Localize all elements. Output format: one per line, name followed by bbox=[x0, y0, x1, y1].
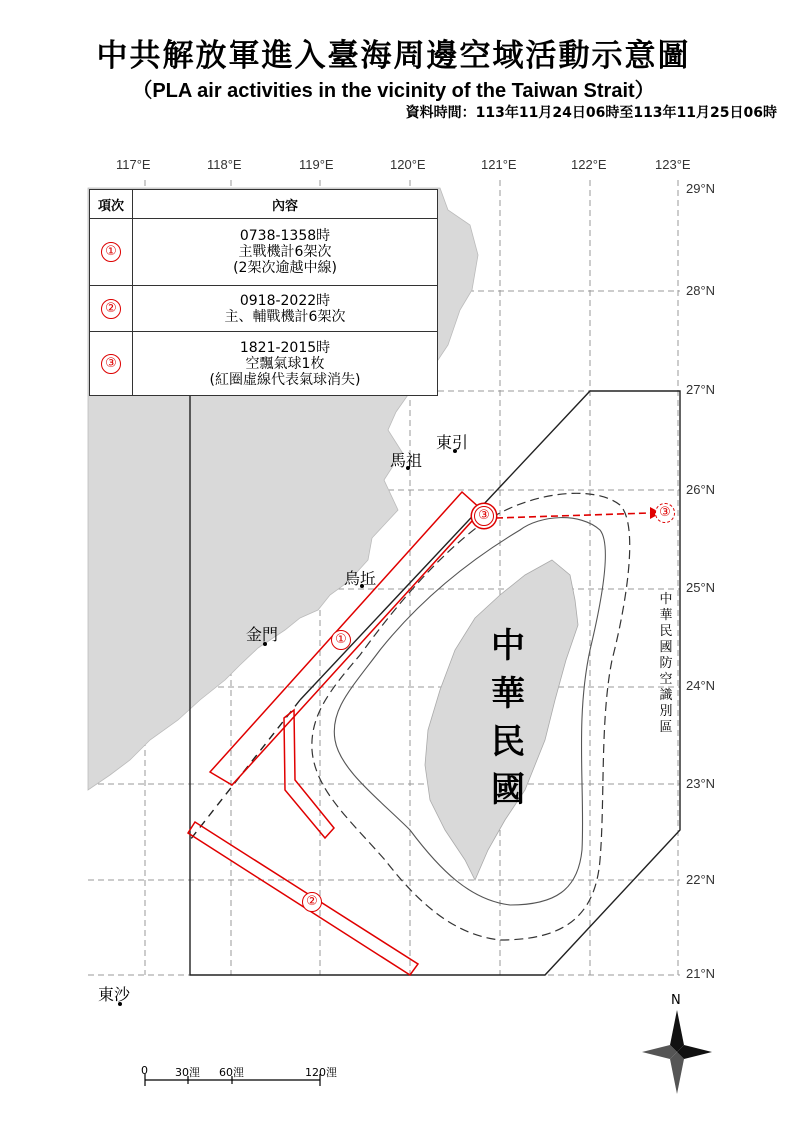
scale-label-30: 30浬 bbox=[175, 1066, 200, 1079]
scale-label-120: 120浬 bbox=[305, 1066, 337, 1079]
data-time: 資料時間：113年11月24日06時至113年11月25日06時 bbox=[405, 105, 777, 121]
place-kinmen: 金門 bbox=[246, 625, 279, 644]
map-title: 中共解放軍進入臺海周邊空域活動示意圖 bbox=[96, 38, 691, 74]
zone-3-start-marker: ③ bbox=[474, 506, 494, 526]
scale-label-0: 0 bbox=[141, 1064, 148, 1077]
lat-label-28: 28°N bbox=[686, 283, 716, 298]
legend-header-content: 內容 bbox=[133, 190, 438, 219]
place-dongyin: 東引 bbox=[436, 433, 469, 452]
activity-zone-1-track bbox=[284, 710, 334, 838]
lon-label-118: 118°E bbox=[207, 157, 242, 172]
legend-row-3 bbox=[90, 332, 438, 396]
lon-label-119: 119°E bbox=[299, 157, 334, 172]
lon-label-121: 121°E bbox=[481, 157, 517, 172]
zone-2-marker: ② bbox=[302, 892, 322, 912]
roc-label-3: 民 bbox=[491, 722, 525, 762]
legend-marker-1: ① bbox=[101, 242, 121, 262]
legend-row-3-time: 1821-2015時 bbox=[239, 339, 331, 356]
lat-label-22: 22°N bbox=[686, 872, 716, 887]
legend-header-item: 項次 bbox=[90, 190, 133, 219]
roc-label-1: 中 bbox=[491, 626, 525, 666]
lon-label-123: 123°E bbox=[655, 157, 691, 172]
zone-3-end-marker: ③ bbox=[655, 503, 675, 523]
lon-label-117: 117°E bbox=[116, 157, 151, 172]
legend-header-row bbox=[90, 190, 438, 219]
legend-row-1 bbox=[90, 219, 438, 286]
place-wuqiu: 烏坵 bbox=[344, 569, 377, 588]
place-matsu: 馬祖 bbox=[390, 451, 423, 470]
legend-table bbox=[89, 189, 438, 396]
lon-label-120: 120°E bbox=[390, 157, 426, 172]
legend-row-1-time: 0738-1358時 bbox=[239, 228, 331, 244]
north-arrow bbox=[642, 1010, 712, 1094]
north-label: N bbox=[671, 993, 681, 1008]
lat-label-23: 23°N bbox=[686, 776, 716, 791]
map-subtitle: （PLA air activities in the vicinity of the Taiwan Strait） bbox=[132, 80, 655, 102]
lon-label-122: 122°E bbox=[571, 157, 607, 172]
place-dongsha: 東沙 bbox=[98, 985, 131, 1004]
legend-row-2 bbox=[90, 286, 438, 332]
roc-label-4: 國 bbox=[491, 770, 525, 810]
lat-label-27: 27°N bbox=[686, 382, 716, 397]
roc-label-2: 華 bbox=[491, 674, 525, 714]
legend-row-3-note: (紅圈虛線代表氣球消失) bbox=[209, 371, 361, 388]
lat-label-26: 26°N bbox=[686, 482, 716, 497]
lat-label-25: 25°N bbox=[686, 580, 716, 595]
legend-row-2-time: 0918-2022時 bbox=[239, 292, 331, 309]
lat-label-29: 29°N bbox=[686, 181, 716, 196]
legend-marker-2: ② bbox=[101, 299, 121, 319]
scale-label-60: 60浬 bbox=[219, 1066, 244, 1079]
legend-row-3-desc: 空飄氣球1枚 bbox=[245, 355, 325, 372]
legend-row-2-desc: 主、輔戰機計6架次 bbox=[224, 308, 346, 325]
legend-row-1-note: (2架次逾越中線) bbox=[233, 260, 337, 276]
legend-marker-3: ③ bbox=[101, 354, 121, 374]
adiz-label: 中華民國防空識別區 bbox=[659, 592, 673, 735]
legend-row-1-desc: 主戰機計6架次 bbox=[238, 244, 332, 260]
lat-label-24: 24°N bbox=[686, 678, 716, 693]
zone-1-marker: ① bbox=[331, 630, 351, 650]
lat-label-21: 21°N bbox=[686, 966, 716, 981]
